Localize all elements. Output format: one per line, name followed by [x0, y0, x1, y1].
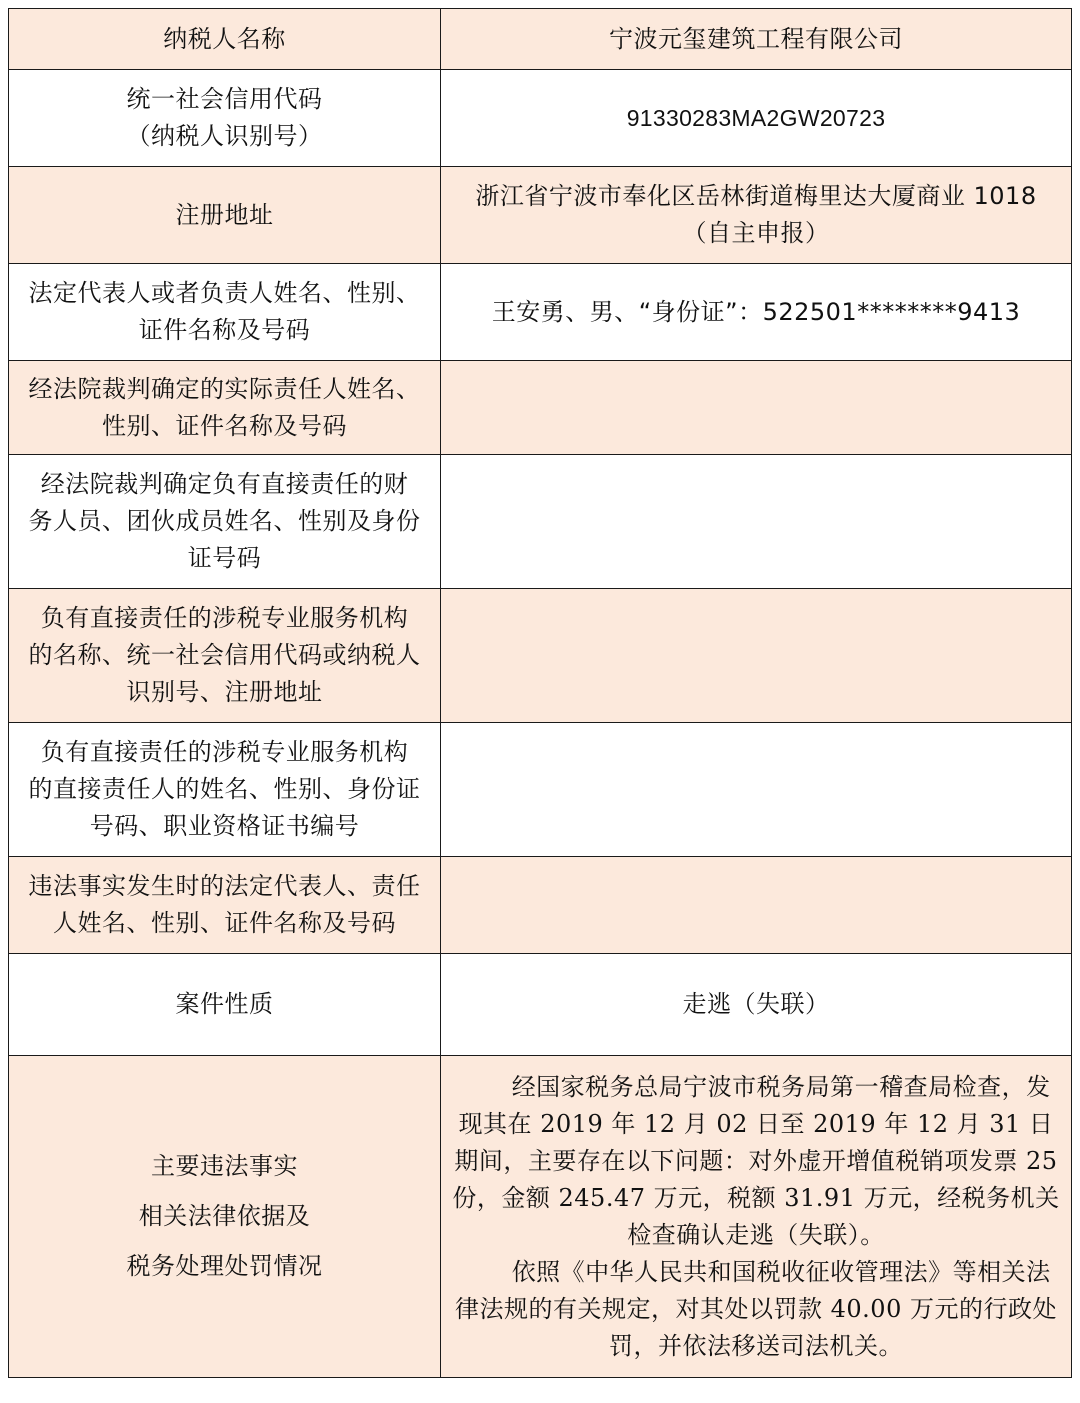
label-cell: 统一社会信用代码 （纳税人识别号）: [9, 70, 441, 167]
value-cell: 王安勇、男、“身份证”：522501********9413: [441, 264, 1072, 361]
label-cell: 经法院裁判确定的实际责任人姓名、 性别、证件名称及号码: [9, 361, 441, 455]
row-representative-at-violation: [9, 857, 1072, 954]
row-financial-staff: [9, 455, 1072, 589]
label-cell: 负有直接责任的涉税专业服务机构 的直接责任人的姓名、性别、身份证 号码、职业资格证书编号: [9, 723, 441, 857]
label-cell: 注册地址: [9, 167, 441, 264]
value-cell-empty: [441, 361, 1072, 455]
label-cell: 法定代表人或者负责人姓名、性别、 证件名称及号码: [9, 264, 441, 361]
row-case-nature: [9, 954, 1072, 1056]
row-legal-representative: [9, 264, 1072, 361]
taxpayer-info-table: [8, 8, 1072, 1378]
value-cell-empty: [441, 455, 1072, 589]
row-agency-responsible-person: [9, 723, 1072, 857]
value-cell: 走逃（失联）: [441, 954, 1072, 1056]
row-taxpayer-name: [9, 9, 1072, 70]
value-cell-empty: [441, 857, 1072, 954]
value-cell: 浙江省宁波市奉化区岳林街道梅里达大厦商业 1018 （自主申报）: [441, 167, 1072, 264]
value-cell: 宁波元玺建筑工程有限公司: [441, 9, 1072, 70]
label-cell: 案件性质: [9, 954, 441, 1056]
value-cell-empty: [441, 723, 1072, 857]
row-service-agency: [9, 589, 1072, 723]
row-actual-responsible-person: [9, 361, 1072, 455]
label-cell: 纳税人名称: [9, 9, 441, 70]
label-cell: 违法事实发生时的法定代表人、责任 人姓名、性别、证件名称及号码: [9, 857, 441, 954]
label-cell: 经法院裁判确定负有直接责任的财 务人员、团伙成员姓名、性别及身份 证号码: [9, 455, 441, 589]
penalty-paragraph: 依照《中华人民共和国税收征收管理法》等相关法律法规的有关规定，对其处以罚款 40.00 万元的行政处罚，并依法移送司法机关。: [455, 1257, 1057, 1360]
row-registered-address: [9, 167, 1072, 264]
label-cell: 负有直接责任的涉税专业服务机构 的名称、统一社会信用代码或纳税人 识别号、注册地址: [9, 589, 441, 723]
row-violation-facts: [9, 1056, 1072, 1378]
value-cell: 91330283MA2GW20723: [441, 70, 1072, 167]
facts-paragraph: 经国家税务总局宁波市税务局第一稽查局检查，发现其在 2019 年 12 月 02 日至 2019 年 12 月 31 日期间，主要存在以下问题：对外虚开增值税销项发票 25 份，金额 245.47 万元，税额 31.91 万元，经税务机关检查确认走逃（失联）。: [452, 1072, 1060, 1249]
value-cell-empty: [441, 589, 1072, 723]
label-cell: 主要违法事实 相关法律依据及 税务处理处罚情况: [9, 1056, 441, 1378]
row-credit-code: [9, 70, 1072, 167]
violation-facts-text: [441, 1056, 1072, 1378]
